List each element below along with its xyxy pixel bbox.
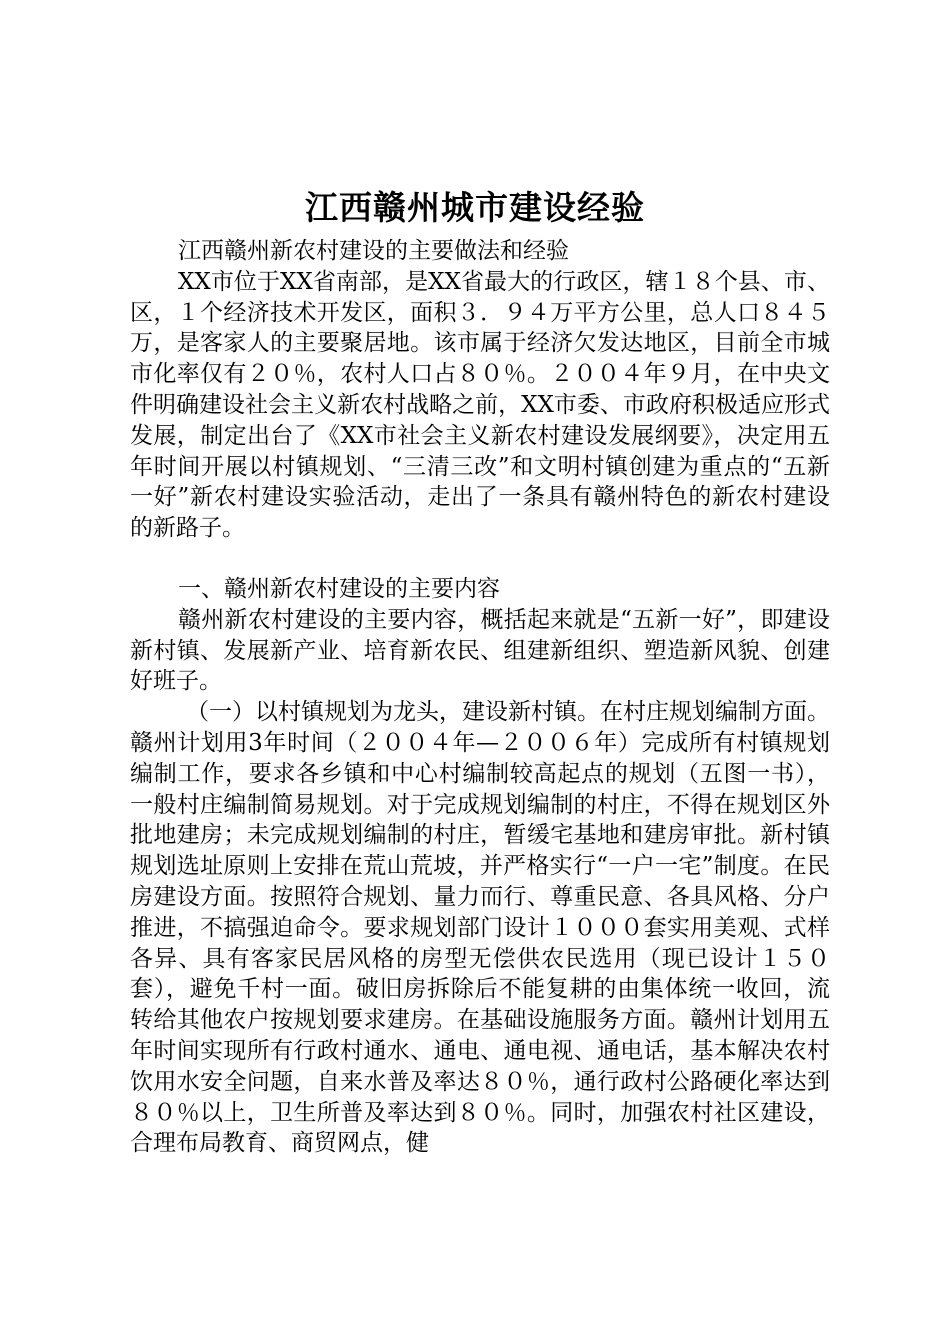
paragraph-item-1: （一）以村镇规划为龙头，建设新村镇。在村庄规划编制方面。赣州计划用3年时间（２００４年—２００６年）完成所有村镇规划编制工作，要求各乡镇和中心村编制较高起点的规划（五图一书），一般村庄编制简易规划。对于完成规划编制的村庄，不得在规划区外批地建房；未完成规划编制的村庄，暂缓宅基地和建房审批。新村镇规划选址原则上安排在荒山荒坡，并严格实行“一户一宅”制度。在民房建设方面。按照符合规划、量力而行、尊重民意、各具风格、分户推进，不搞强迫命令。要求规划部门设计１０００套实用美观、式样各异、具有客家民居风格的房型无偿供农民选用（现已设计１５０套），避免千村一面。破旧房拆除后不能复耕的由集体统一收回，流转给其他农户按规划要求建房。在基础设施服务方面。赣州计划用五年时间实现所有行政村通水、通电、通电视、通电话，基本解决农村饮用水安全问题，自来水普及率达８０％，通行政村公路硬化率达到８０％以上，卫生所普及率达到８０％。同时，加强农村社区建设，合理布局教育、商贸网点，健 [130, 699, 830, 1157]
paragraph-summary: 赣州新农村建设的主要内容，概括起来就是“五新一好”，即建设新村镇、发展新产业、培育新农民、组建新组织、塑造新风貌、创建好班子。 [130, 606, 830, 695]
paragraph-intro: XX市位于XX省南部，是XX省最大的行政区，辖１８个县、市、区，１个经济技术开发区，面积３．９４万平方公里，总人口８４５万，是客家人的主要聚居地。该市属于经济欠发达地区，目前全市城市化率仅有２０％，农村人口占８０％。２００４年９月，在中央文件明确建设社会主义新农村战略之前，XX市委、市政府积极适应形式发展，制定出台了《XX市社会主义新农村建设发展纲要》，决定用五年时间开展以村镇规划、“三清三改”和文明村镇创建为重点的“五新一好”新农村建设实验活动，走出了一条具有赣州特色的新农村建设的新路子。 [130, 268, 830, 542]
document-title: 江西赣州城市建设经验 [305, 188, 645, 227]
document-body [130, 236, 830, 1159]
section-heading: 一、赣州新农村建设的主要内容 [178, 575, 500, 602]
paragraph-subtitle: 江西赣州新农村建设的主要做法和经验 [178, 238, 569, 264]
